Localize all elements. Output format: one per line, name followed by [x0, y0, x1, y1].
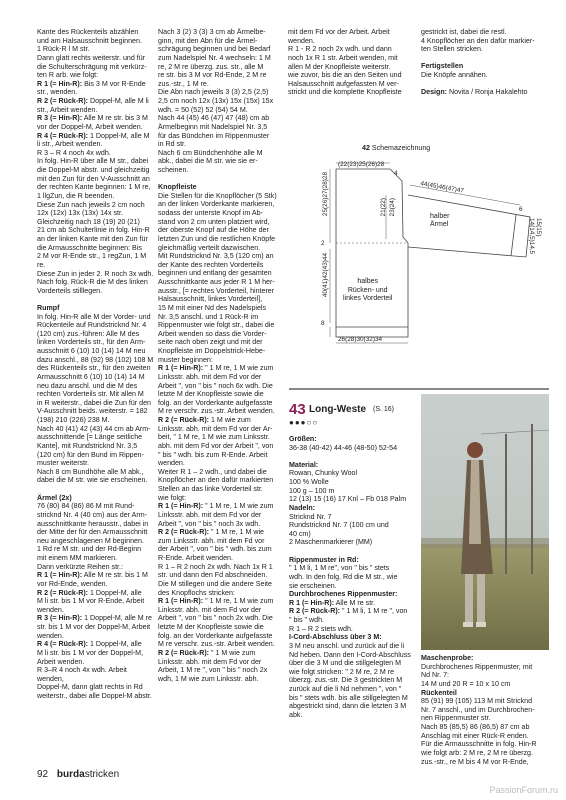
paragraph-text: Durchbrochenes Rippenmuster, mit Nd Nr. 7: 14 M und 20 R = 10 x 10 cm: [421, 662, 533, 688]
paragraph-text: In folg. Hin-R alle M der Vorder- und Rückenteile auf Rundstricknd Nr. 4 (120 cm) zus.-führen: Alle M des linken Vorderteils str., für den Arm- ausschnitt 6 (10) 10 (14) 14 M neu dazu anschl., 88 (92) 98 (102) 108 M des Rückenteils str., für den zweiten Armausschnitt 6 (10) 10 (14) 14 M neu dazu anschl. und die M des rechten Vorderteils str. Mit allen M in R weiterstr., dabei die Zun für den V-Ausschnitt beids. weiterstr. = 182 (198) 210 (226) 238 M. Nach 40 (41) 42 (43) 44 cm ab Arm- ausschnittende [= Länge seitliche Kante], mit Rundstricknd Nr. 3,5 (120 cm) für den Bund im Rippen- muster weiterstr. Nach 8 cm Bundhöhe alle M abk., dabei die M str. wie sie erscheinen.: [37, 312, 154, 485]
text-column-3: [288, 28, 416, 97]
paragraph-text: 1 Doppel-M, alle M li str. bis 1 M vor R-Ende, Arbeit wenden.: [37, 588, 145, 614]
schema-title: 42 Schemazeichnung: [362, 144, 431, 152]
paragraph: [37, 97, 155, 114]
row-label: R 1 (= Hin-R):: [158, 364, 204, 373]
paragraph: [289, 469, 417, 504]
paragraph: [158, 192, 278, 365]
paragraph-text: " 1 M re, 1 M wie zum Linksstr. abh. mit dem Fd vor der Arbeit ", von " bis " noch 6x wdh. Die letzte M der Knopfleiste sowie die folg. an der Vorderkante aufgefasste M re verschr. zus.-str. Arbeit wenden.: [158, 364, 275, 416]
section-heading: Größen:: [289, 435, 317, 443]
difficulty-dots: ●●●○○: [289, 418, 319, 427]
schema-bottom-width: 26(28)30(32)34: [338, 336, 383, 343]
paragraph-text: 1 Doppel-M, alle M re str. bis 1 M vor der Doppel-M, Arbeit wenden.: [37, 614, 152, 640]
paragraph-text: Nach 3 (2) 3 (3) 3 cm ab Ärmelbe- ginn, mit den Abn für die Ärmel- schrägung beginnen und bei Bedarf zum Nadelspiel Nr. 4 wechseln: 1 M re, 2 M re überzg. zus. str., alle M re str. bis 3 M vor Rd-Ende, 2 M re zus.-str., 1 M re. Die Abn nach jeweils 3 (3) 2,5 (2,5) 2,5 cm noch 12x (13x) 15x (15x) 15x wdh. = 50 (52) 52 (54) 54 M. Nach 44 (45) 46 (47) 47 (48) cm ab Ärmelbeginn mit Nadelspiel Nr. 3,5 für das Bündchen im Rippenmuster in Rd str. Nach 6 cm Bündchenhöhe alle M abk., dabei die M str. wie sie er- scheinen.: [158, 28, 274, 174]
paragraph: [37, 132, 155, 149]
paragraph: [37, 571, 155, 588]
paragraph-text: Alle M re str.: [334, 598, 376, 607]
row-label: R 1 (= Hin-R):: [158, 502, 204, 511]
spacer: [158, 175, 278, 184]
paragraph-text: Die Stellen für die Knopflöcher (5 Stk) an der linken Vorderkante markieren, sodass der unterste Knopf im Ab- stand von 2 cm unten platziert wird, der oberste Knopf auf die Höhe der letzten Zun und die restlichen Knöpfe gleichmäßig verteilt dazwischen. Mit Rundstricknd Nr. 3,5 (120 cm) an der Kante des rechten Vorderteils beginnen und entlang der gesamten Ausschnittkante aus jeder R 1 M her- ausstr., [= rechtes Vorderteil, hinterer Halsausschnitt, linkes Vorderteil], 15 M mit einer Nd des Nadelspiels Nr. 3,5 anschl. und 1 Rück-R im Rippenmuster wie folgt str., dabei die Arbeit wenden so dass die Vorder- seite nach oben zeigt und mit der Knopfleiste im Doppelstrick-Hebe- muster beginnen:: [158, 191, 277, 364]
model-photo: [421, 394, 549, 650]
schema-sleeve-width: 14(14,5)14,5 15(15): [528, 218, 542, 255]
paragraph: [158, 563, 278, 598]
schema-body-length: 40(41)42(43)44: [322, 253, 329, 298]
section-heading: I-Cord-Abschluss über 3 M:: [289, 633, 382, 642]
paragraph-text: R 1 – R 2 stets wdh.: [289, 624, 353, 633]
paragraph: [289, 642, 417, 720]
row-label: R 3 (= Hin-R):: [37, 614, 83, 623]
paragraph-text: 85 (91) 99 (105) 113 M mit Stricknd Nr. 7 anschl., und im Durchbrochen- nen Rippenmuster str. Nach 85 (85,5) 86 (86,5) 87 cm ab Anschlag mit einer Rück-R enden. Für die Armausschnitte in folg. Hin-R wie folgt arb: 2 M re, 2 M re überzg. zus.-str., re M bis 4 M vor R-Ende,: [421, 697, 537, 766]
schema-mid-b: 23(24): [389, 198, 396, 217]
paragraph: [37, 589, 155, 615]
paragraph: [158, 468, 278, 503]
paragraph-text: Rowan, Chunky Wool 100 % Wolle 100 g – 100 m 12 (13) 15 (16) 17 Knl – Fb 018 Palm: [289, 469, 407, 504]
spacer: [421, 54, 549, 63]
section-heading: Knopfleiste: [158, 183, 197, 192]
schema-mid-small: 2: [321, 240, 325, 247]
paragraph-text: 76 (80) 84 (86) 86 M mit Rund- stricknd Nr. 4 (40 cm) aus der Arm- ausschnittkante herausstr., dabei in der Mitte der für den Armausschnitt neu angeschlagenen M beginnen. 1 Rd re M str. und der Rd-Beginn mit einem MM markieren. Dann verkürzte Reihen str.:: [37, 502, 149, 571]
paragraph: [421, 697, 549, 766]
paragraph-text: 1 Doppel-M, alle M li str., Arbeit wenden.: [37, 131, 150, 149]
schema-sleeve-end: 6: [519, 206, 523, 213]
paragraph-text: R 1 – R 2 noch 2x wdh. Nach 1x R 1 str. und dann den Fd abschneiden. Die M stillegen und die andere Seite des Knopflochs stricken:: [158, 562, 273, 597]
body-outline: [336, 169, 408, 337]
paragraph-text: 1 M wie zum Linksstr. abh. mit dem Fd vor der Ar- beit, " 1 M re, 1 M wie zum Linksstr. abh. mit dem Fd vor der Arbeit ", von " bis " wdh. bis zum R-Ende. Arbeit wenden.: [158, 416, 274, 468]
paragraph: [289, 607, 417, 624]
row-label: Design:: [421, 88, 448, 97]
row-label: R 2 (= Rück-R):: [158, 528, 210, 537]
section-heading: Rückenteil: [421, 688, 457, 697]
paragraph: [37, 313, 155, 486]
row-label: R 2 (= Rück-R):: [37, 588, 89, 597]
section-heading: Durchbrochenes Rippenmuster:: [289, 590, 398, 599]
paragraph-text: mit dem Fd vor der Arbeit. Arbeit wenden. R 1 - R 2 noch 2x wdh. und dann noch 1x R 1 str. Arbeit wenden, mit allen M der Knopfleiste weiterstr. wie zuvor, bis die an den Seiten und Halsausschnitt aufgefassten M ver- strickt und die komplette Knopfleiste: [288, 28, 402, 97]
paragraph: [421, 88, 549, 97]
pattern-number: 43: [289, 401, 306, 418]
row-label: R 1 (= Hin-R):: [37, 571, 83, 580]
paragraph: [37, 614, 155, 640]
text-column-2: [158, 28, 278, 683]
paragraph: [289, 625, 417, 634]
paragraph-text: Doppel-M, alle M li str., Arbeit wenden.: [37, 97, 149, 114]
paragraph: [37, 28, 155, 80]
row-label: R 4 (= Rück-R):: [37, 131, 89, 140]
paragraph: [37, 114, 155, 131]
paragraph-text: Novita / Ronja Hakalehto: [447, 88, 528, 97]
paragraph: [37, 80, 155, 97]
schema-label-body: halbes Rücken- und linkes Vorderteil: [343, 278, 393, 302]
paragraph-text: gestrickt ist, dabei die restl. 4 Knopflöcher an den dafür markier- ten Stellen stricken.: [421, 28, 535, 54]
text-column-4: [421, 28, 549, 97]
schema-left-upper: 25(26)27(28)28: [322, 172, 329, 217]
section-divider: [289, 388, 549, 390]
paragraph: [421, 28, 549, 54]
paragraph-text: Alle M re str. bis 3 M vor der Doppel-M, Arbeit wenden.: [37, 114, 148, 131]
paragraph: [289, 444, 417, 453]
pattern-details: [289, 435, 417, 720]
row-label: R 1 (= Hin-R):: [158, 597, 204, 606]
watermark: PassionForum.ru: [489, 785, 558, 795]
gauge-and-back-instructions: [421, 654, 549, 766]
paragraph-text: 3 M neu anschl. und zurück auf die li Nd heben. Dann den I-Cord-Abschluss über die 3 M und die stillgelegten M wie folgt stricken: " 2 M re, 2 M re überzg. zus.-str. Die 3 gestrickten M zurück auf die li Nd nehmen ", von " bis " stets wdh. bis alle stillgelegten M abgestrickt sind, dann die letzten 3 M abk.: [289, 641, 411, 719]
spacer: [289, 547, 417, 556]
row-label: R 2 (= Rück-R):: [37, 97, 89, 105]
paragraph: [421, 663, 549, 689]
text-column-1: [37, 28, 155, 701]
page-footer: [37, 769, 119, 780]
paragraph-text: Alle M re str. bis 1 M vor Rd-Ende, wenden.: [37, 571, 148, 588]
spacer: [37, 295, 155, 304]
paragraph: [158, 597, 278, 649]
paragraph-text: " 1 M re, 1 M wie zum Linksstr. abh. mit dem Fd vor der Arbeit ", von " bis " wdh. bis zum R-Ende. Arbeit wenden.: [158, 528, 272, 563]
spacer: [421, 80, 549, 89]
section-heading: Fertigstellen: [421, 62, 464, 71]
schema-mid-a: 21(22): [380, 198, 387, 217]
paragraph-text: Weiter R 1 – 2 wdh., und dabei die Knopflöcher an den dafür markierten Stellen an das linke Vorderteil str. wie folgt:: [158, 467, 274, 502]
paragraph: [158, 364, 278, 416]
paragraph-text: " 1 M re, 1 M wie zum Linksstr. abh. mit dem Fd vor der Arbeit ", von " bis " noch 3x wdh.: [158, 502, 274, 528]
section-heading: Ärmel (2x): [37, 493, 72, 502]
section-heading: Nadeln:: [289, 503, 316, 512]
paragraph: [37, 666, 155, 701]
paragraph: [288, 28, 416, 97]
paragraph-text: " 1 M li, 1 M re", von " bis " stets wdh. In den folg. Rd die M str., wie sie erscheinen.: [289, 564, 398, 590]
schema-sleeve-length: 44(45)46(47)47: [419, 180, 465, 195]
paragraph-text: Bis 3 M vor R-Ende str., wenden.: [37, 79, 146, 97]
paragraph: [158, 28, 278, 175]
row-label: R 1 (= Hin-R):: [289, 598, 335, 607]
row-label: R 2 (= Rück-R):: [158, 648, 210, 657]
paragraph-text: R 3–R 4 noch 4x wdh. Arbeit wenden, Doppel-M, dann glatt rechts in Rd weiterstr., dabei alle Doppel-M abstr.: [37, 666, 152, 701]
paragraph-text: Stricknd Nr. 7 Rundstricknd Nr. 7 (100 cm und 40 cm) 2 Maschenmarkierer (MM): [289, 512, 389, 547]
paragraph: [289, 513, 417, 548]
paragraph-text: 1 Doppel-M, alle M li str. bis 1 M vor der Doppel-M, Arbeit wenden.: [37, 640, 144, 666]
paragraph: [158, 649, 278, 684]
spacer: [289, 452, 417, 461]
schema-top-width: (22(23)25(26)28: [338, 161, 385, 168]
paragraph: [37, 149, 155, 296]
paragraph: [158, 528, 278, 563]
row-label: R 4 (= Rück-R):: [37, 640, 89, 649]
paragraph: [289, 564, 417, 590]
row-label: R 2 (= Rück-R):: [158, 416, 210, 425]
paragraph-text: Kante des Rückenteils abzählen und am Halsausschnitt beginnen. 1 Rück-R l M str. Dann glatt rechts weiterstr. und für die Schulterschrägung mit verkürz- ten R arb. wie folgt:: [37, 28, 147, 80]
section-heading: Rumpf: [37, 303, 60, 312]
paragraph-text: " 1 M re, 1 M wie zum Linksstr. abh. mit dem Fd vor der Arbeit ", von " bis " noch 2x wdh. Die letzte M der Knopfleiste sowie die folg. an der Vorderkante aufgefasste M re verschr. zus.-str. Arbeit wenden.: [158, 597, 275, 649]
paragraph: [289, 599, 417, 608]
spacer: [37, 485, 155, 494]
paragraph-text: 36-38 (40-42) 44-46 (48-50) 52-54: [289, 443, 398, 452]
paragraph: [158, 416, 278, 468]
paragraph: [37, 640, 155, 666]
schema-armhole-top: 4: [394, 170, 398, 177]
row-label: R 1 (= Hin-R):: [37, 79, 83, 88]
paragraph: [158, 502, 278, 528]
row-label: R 3 (= Hin-R):: [37, 114, 83, 123]
section-heading: Rippenmuster in Rd:: [289, 555, 359, 564]
pattern-page-ref: (S. 16): [373, 406, 395, 413]
paragraph-text: R 3 – R 4 noch 4x wdh. In folg. Hin-R über alle M str., dabei die Doppel-M abstr. und gleichzeitig mit den Zun für den V-Ausschnitt an der rechten Kante beginnen: 1 M re, 1 llgZun, die R beenden. Diese Zun nach jeweils 2 cm noch 12x (12x) 13x (13x) 14x str. Gleichzeitig nach 18 (19) 20 (21) 21 cm ab Schulterlinie in folg. Hin-R an der linken Kante mit den Zun für die Armausschnitte beginnen: Bis 2 M vor R-Ende str., 1 regZun, 1 M re. Diese Zun in jeder 2. R noch 3x wdh. Nach folg. Rück-R die M des linken Vorderteils stilllegen.: [37, 148, 154, 295]
row-label: R 2 (= Rück-R):: [289, 607, 341, 616]
paragraph-text: " 1 M li, 1 M re ", von " bis " wdh.: [289, 607, 408, 625]
paragraph-text: Die Knöpfe annähen.: [421, 71, 488, 80]
page-number: 92: [37, 769, 49, 780]
section-heading: Material:: [289, 460, 319, 469]
pattern-title: Long-Weste: [309, 404, 367, 415]
brand-name-suffix: stricken: [84, 769, 120, 780]
paragraph-text: " 1 M wie zum Linksstr. abh. mit dem Fd vor der Arbeit, 1 M re ", von " bis " noch 2x wdh, 1 M wie zum Linksstr. abh.: [158, 648, 268, 683]
brand-name: burda: [56, 769, 85, 780]
schema-bottom-small: 8: [321, 320, 325, 327]
section-heading: Maschenprobe:: [421, 654, 474, 662]
schema-label-sleeve: halber Ärmel: [430, 213, 450, 228]
paragraph: [37, 502, 155, 571]
paragraph: [421, 71, 549, 80]
